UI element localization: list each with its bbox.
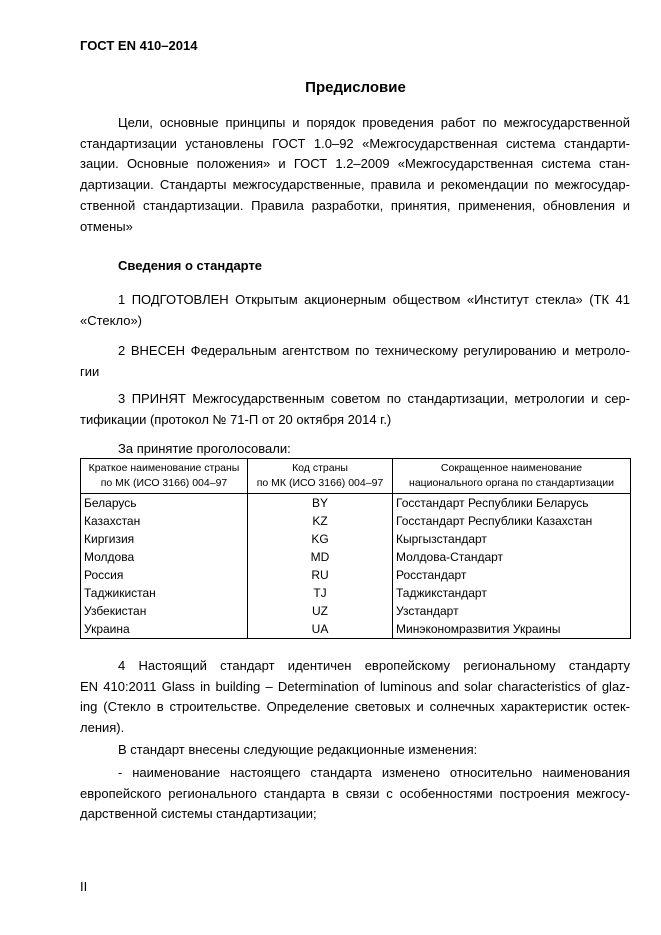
header-country: по МК (ИСО 3166) 004–97 [81, 476, 248, 494]
item-4-identity-line: EN 410:2011 Glass in building – Determination of luminous and solar characteristics of glaz- [80, 678, 630, 694]
table-row [81, 512, 631, 530]
cell-code: MD [248, 548, 393, 566]
cell-country: Молдова [81, 548, 248, 566]
cell-country: Украина [81, 620, 248, 639]
changes-intro: В стандарт внесены следующие редакционные изменения: [118, 742, 478, 757]
table-row [81, 566, 631, 584]
cell-code: UZ [248, 602, 393, 620]
section-heading: Сведения о стандарте [118, 258, 263, 273]
table-row [81, 494, 631, 513]
cell-body: Узстандарт [393, 602, 631, 620]
page-number: II [80, 879, 88, 894]
item-2-submitted-line: гии [80, 363, 100, 379]
document-id: ГОСТ EN 410–2014 [80, 38, 198, 53]
intro-paragraph-line: Цели, основные принципы и порядок проведения работ по межгосударственной [118, 115, 630, 130]
cell-body: Госстандарт Республики Казахстан [393, 512, 631, 530]
cell-country: Россия [81, 566, 248, 584]
cell-body: Таджикстандарт [393, 584, 631, 602]
cell-code: TJ [248, 584, 393, 602]
cell-country: Беларусь [81, 494, 248, 513]
item-1-prepared-line: 1 ПОДГОТОВЛЕН Открытым акционерным обществом «Институт стекла» (ТК 41 [118, 292, 630, 307]
item-4-identity-line: ления). [80, 720, 125, 736]
header-body: Сокращенное наименование [393, 459, 631, 477]
vote-label: За принятие проголосовали: [118, 441, 291, 456]
header-code: по МК (ИСО 3166) 004–97 [248, 476, 393, 494]
intro-paragraph-line: ственной стандартизации. Правила разработки, принятия, применения, обновления и [80, 197, 630, 213]
item-3-adopted-line: 3 ПРИНЯТ Межгосударственным советом по стандартизации, метрологии и сер- [118, 391, 630, 406]
cell-country: Таджикистан [81, 584, 248, 602]
cell-body: Госстандарт Республики Беларусь [393, 494, 631, 513]
cell-code: RU [248, 566, 393, 584]
table-row [81, 584, 631, 602]
intro-paragraph-line: дартизации. Стандарты межгосударственные, правила и рекомендации по межгосудар- [80, 177, 630, 193]
item-4-identity-line: 4 Настоящий стандарт идентичен европейскому региональному стандарту [118, 658, 630, 673]
change-1-line: европейского регионального стандарта в связи с особенностями построения межгосу- [80, 785, 630, 801]
intro-paragraph-line: стандартизации установлены ГОСТ 1.0–92 «Межгосударственная система стандарти- [80, 135, 630, 151]
header-body: национального органа по стандартизации [393, 476, 631, 494]
item-4-identity-line: ing (Стекло в строительстве. Определение световых и солнечных характеристик остек- [80, 699, 630, 715]
cell-body: Минэкономразвития Украины [393, 620, 631, 639]
header-country: Краткое наименование страны [81, 459, 248, 477]
item-1-prepared-line: «Стекло») [80, 312, 143, 328]
cell-code: BY [248, 494, 393, 513]
change-1-line: дарственной системы стандартизации; [80, 806, 317, 822]
table-row [81, 548, 631, 566]
table-header-row [81, 459, 631, 477]
table-header-row [81, 476, 631, 494]
intro-paragraph-line: зации. Основные положения» и ГОСТ 1.2–2009 «Межгосударственная система стан- [80, 156, 630, 172]
table-row [81, 530, 631, 548]
item-3-adopted-line: тификации (протокол № 71-П от 20 октября 2014 г.) [80, 411, 392, 427]
cell-code: KZ [248, 512, 393, 530]
header-code: Код страны [248, 459, 393, 477]
voting-table [80, 458, 631, 639]
change-1-line: - наименование настоящего стандарта изменено относительно наименования [118, 765, 630, 780]
cell-code: UA [248, 620, 393, 639]
cell-body: Росстандарт [393, 566, 631, 584]
cell-body: Молдова-Стандарт [393, 548, 631, 566]
intro-paragraph-line: отмены» [80, 218, 133, 234]
item-2-submitted-line: 2 ВНЕСЕН Федеральным агентством по техническому регулированию и метроло- [118, 343, 630, 358]
cell-code: KG [248, 530, 393, 548]
table-row [81, 602, 631, 620]
cell-country: Узбекистан [81, 602, 248, 620]
cell-body: Кыргызстандарт [393, 530, 631, 548]
cell-country: Киргизия [81, 530, 248, 548]
cell-country: Казахстан [81, 512, 248, 530]
table-row [81, 620, 631, 639]
page-title: Предисловие [305, 79, 406, 96]
